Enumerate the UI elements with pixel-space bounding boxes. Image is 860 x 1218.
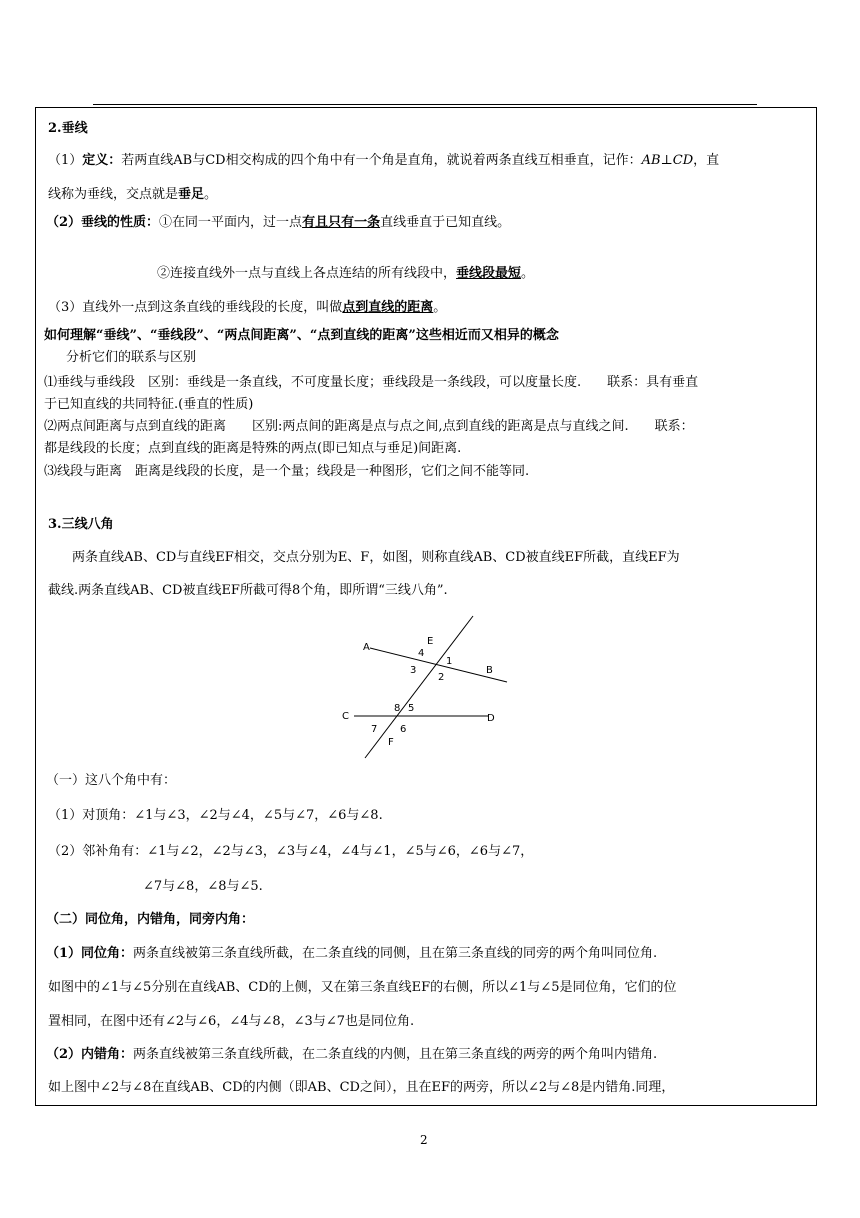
- angle-7: 7: [371, 724, 378, 735]
- label-f: F: [388, 737, 394, 748]
- section-3-title: 3.三线八角: [48, 517, 114, 532]
- label-d: D: [487, 713, 495, 724]
- question-title: 如何理解“垂线”、“垂线段”、“两点间距离”、“点到直线的距离”这些相近而又相异的概念: [44, 328, 559, 343]
- label-b: B: [486, 665, 493, 676]
- vertical-angles: （1）对顶角：∠1与∠3，∠2与∠4，∠5与∠7，∠6与∠8.: [48, 808, 383, 823]
- analysis-2-line-2: 都是线段的长度；点到直线的距离是特殊的两点(即已知点与垂足)间距离.: [44, 441, 462, 456]
- adjacent-angles-line-1: （2）邻补角有：∠1与∠2，∠2与∠3，∠3与∠4，∠4与∠1，∠5与∠6，∠6与∠7，: [48, 844, 534, 859]
- adjacent-angles-line-2: ∠7与∠8，∠8与∠5.: [143, 879, 263, 894]
- analysis-label: 分析它们的联系与区别: [66, 350, 197, 365]
- header-rule: [93, 104, 757, 105]
- definition-line-2: 线称为垂线，交点就是垂足。: [48, 187, 218, 202]
- corresponding-angles-definition: （1）同位角：两条直线被第三条直线所截，在二条直线的同侧，且在第三条直线的同旁的两个角叫同位角.: [46, 946, 658, 961]
- alternate-example-line-1: 如上图中∠2与∠8在直线AB、CD的内侧（即AB、CD之间），且在EF的两旁，所以∠2与∠8是内错角.同理，: [48, 1080, 675, 1095]
- property-1: （2）垂线的性质：①在同一平面内，过一点有且只有一条直线垂直于已知直线。: [46, 215, 511, 230]
- distance-definition: （3）直线外一点到这条直线的垂线段的长度，叫做点到直线的距离。: [48, 300, 447, 315]
- angle-5: 5: [408, 703, 415, 714]
- corresponding-example-line-2: 置相同，在图中还有∠2与∠6，∠4与∠8，∠3与∠7也是同位角.: [48, 1014, 415, 1029]
- intro-line-2: 截线.两条直线AB、CD被直线EF所截可得8个角，即所谓“三线八角”.: [48, 583, 448, 598]
- angle-1: 1: [446, 656, 453, 667]
- part-2-title: （二）同位角，内错角，同旁内角：: [46, 912, 255, 927]
- part-1-title: （一）这八个角中有：: [46, 773, 177, 788]
- angle-3: 3: [410, 665, 417, 676]
- analysis-3: ⑶线段与距离 距离是线段的长度，是一个量；线段是一种图形，它们之间不能等同.: [44, 464, 530, 479]
- analysis-1-line-1: ⑴垂线与垂线段 区别：垂线是一条直线，不可度量长度；垂线段是一条线段，可以度量长度. 联系：具有垂直: [44, 375, 699, 390]
- angle-8: 8: [394, 703, 401, 714]
- analysis-1-line-2: 于已知直线的共同特征.(垂直的性质): [44, 397, 254, 412]
- page-number: 2: [420, 1133, 428, 1147]
- section-2-title: 2.垂线: [48, 121, 88, 136]
- label-a: A: [363, 642, 370, 653]
- intro-line-1: 两条直线AB、CD与直线EF相交，交点分别为E、F，如图，则称直线AB、CD被直线EF所截，直线EF为: [72, 550, 680, 565]
- three-lines-eight-angles-figure: [336, 612, 516, 764]
- label-e: E: [427, 636, 434, 647]
- analysis-2-line-1: ⑵两点间距离与点到直线的距离 区别:两点间的距离是点与点之间,点到直线的距离是点与直线之间. 联系：: [44, 419, 694, 434]
- corresponding-example-line-1: 如图中的∠1与∠5分别在直线AB、CD的上侧，又在第三条直线EF的右侧，所以∠1与∠5是同位角，它们的位: [48, 980, 677, 995]
- angle-4: 4: [418, 648, 425, 659]
- definition-line-1: （1）定义：若两直线AB与CD相交构成的四个角中有一个角是直角，就说着两条直线互相垂直，记作：AB⊥CD，直: [48, 153, 720, 168]
- line-ef: [365, 616, 473, 758]
- alternate-angles-definition: （2）内错角：两条直线被第三条直线所截，在二条直线的内侧，且在第三条直线的两旁的两个角叫内错角.: [46, 1047, 658, 1062]
- label-c: C: [342, 711, 349, 722]
- property-2: ②连接直线外一点与直线上各点连结的所有线段中，垂线段最短。: [157, 266, 535, 281]
- angle-2: 2: [438, 672, 445, 683]
- angle-6: 6: [400, 724, 407, 735]
